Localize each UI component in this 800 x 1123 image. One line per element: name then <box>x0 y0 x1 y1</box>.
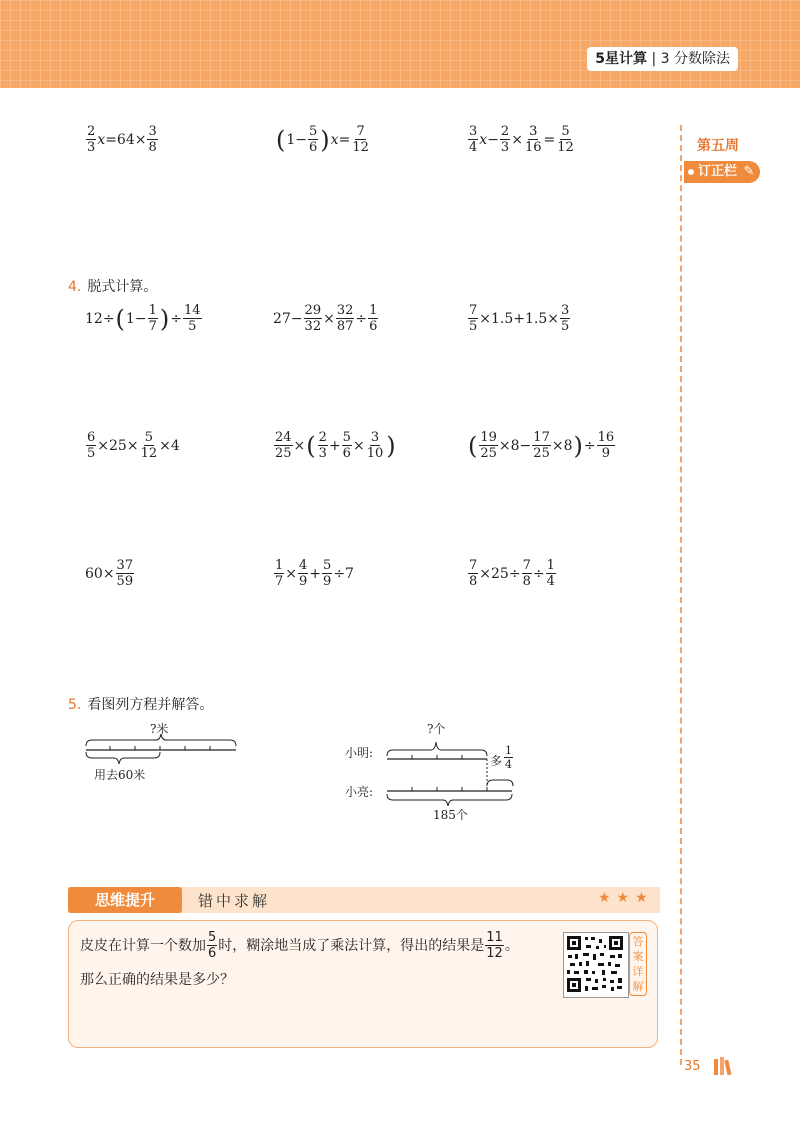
chapter-tag <box>587 47 738 71</box>
books-icon <box>712 1056 738 1080</box>
calc-6: ( $\frac{19}{25}$ ×8− $\frac{17}{25}$ ×8 ) ÷ $\frac{16}{9}$ <box>468 430 615 461</box>
thinking-subtitle: 错中求解 <box>198 892 271 910</box>
brand-label: 5星计算 <box>595 51 648 67</box>
diagram2-top-label: ?个 <box>427 722 446 736</box>
calc-9: $\frac{7}{8}$ ×25÷ $\frac{7}{8}$ ÷ $\frac{1}{4}$ <box>469 558 555 589</box>
books-glyph <box>712 1056 738 1076</box>
line-diagram-2 <box>345 720 535 825</box>
sidebar-divider <box>680 125 682 1065</box>
separator: | <box>651 51 657 67</box>
qr-code-icon[interactable] <box>563 932 629 998</box>
answer-detail-tag[interactable]: 答案详解 <box>629 932 647 996</box>
equation-1: $\frac{2}{3}$ x =64× $\frac{3}{8}$ <box>87 124 157 155</box>
chapter-label: 3 分数除法 <box>660 51 730 67</box>
xiaoliang-label: 小亮: <box>345 785 374 799</box>
question-5-title: 5. 看图列方程并解答。 <box>68 697 214 713</box>
calc-8: $\frac{1}{7}$ × $\frac{4}{9}$ + $\frac{5}{9}$ ÷7 <box>275 558 354 589</box>
correction-tag <box>684 161 760 183</box>
diagram1-bottom-label: 用去60米 <box>94 768 146 782</box>
page-number: 35 <box>684 1059 701 1074</box>
calc-7: 60× $\frac{37}{59}$ <box>85 558 134 589</box>
equation-2: ( 1− $\frac{5}{6}$ ) x = $\frac{7}{12}$ <box>276 124 369 155</box>
header-banner <box>0 0 800 88</box>
diagram1-top-label: ?米 <box>150 722 169 736</box>
problem-line-2: 那么正确的结果是多少？ <box>80 972 234 988</box>
thinking-label: 思维提升 <box>68 887 182 913</box>
more-label: 多 <box>490 754 503 768</box>
equation-3: $\frac{3}{4}$ x − $\frac{2}{3}$ × $\frac{3}{16}$ = $\frac{5}{12}$ <box>469 124 574 155</box>
calc-1: 12÷ ( 1− $\frac{1}{7}$ ) ÷ $\frac{14}{5}$ <box>85 303 201 334</box>
correction-label: 订正栏 <box>698 164 738 179</box>
calc-4: $\frac{6}{5}$ ×25× $\frac{5}{12}$ ×4 <box>87 430 180 461</box>
diagram2-bottom-label: 185个 <box>433 808 468 822</box>
question-4-title: 4. 脱式计算。 <box>68 279 158 295</box>
calc-5: $\frac{24}{25}$ × ( $\frac{2}{3}$ + $\frac{5}{6}$ × $\frac{3}{10}$ ) <box>275 430 396 461</box>
problem-text: 皮皮在计算一个数加 $\frac{5}{6}$ 时，糊涂地当成了乘法计算，得出的结果是 $\frac{11}{12}$ 。 那么正确的结果是多少？ <box>80 930 550 991</box>
difficulty-stars: ★★★ <box>598 890 654 906</box>
calc-3: $\frac{7}{5}$ ×1.5+1.5× $\frac{3}{5}$ <box>469 303 570 334</box>
xiaoming-label: 小明: <box>345 746 374 760</box>
dot-icon <box>688 169 694 175</box>
more-fraction: $\frac{1}{4}$ <box>505 744 512 771</box>
line-diagram-1 <box>80 720 250 790</box>
qr-pattern <box>564 933 626 995</box>
calc-2: 27− $\frac{29}{32}$ × $\frac{32}{87}$ ÷ $\frac{1}{6}$ <box>273 303 378 334</box>
week-label: 第五周 <box>697 138 739 154</box>
pencil-icon: ✎ <box>743 164 755 179</box>
